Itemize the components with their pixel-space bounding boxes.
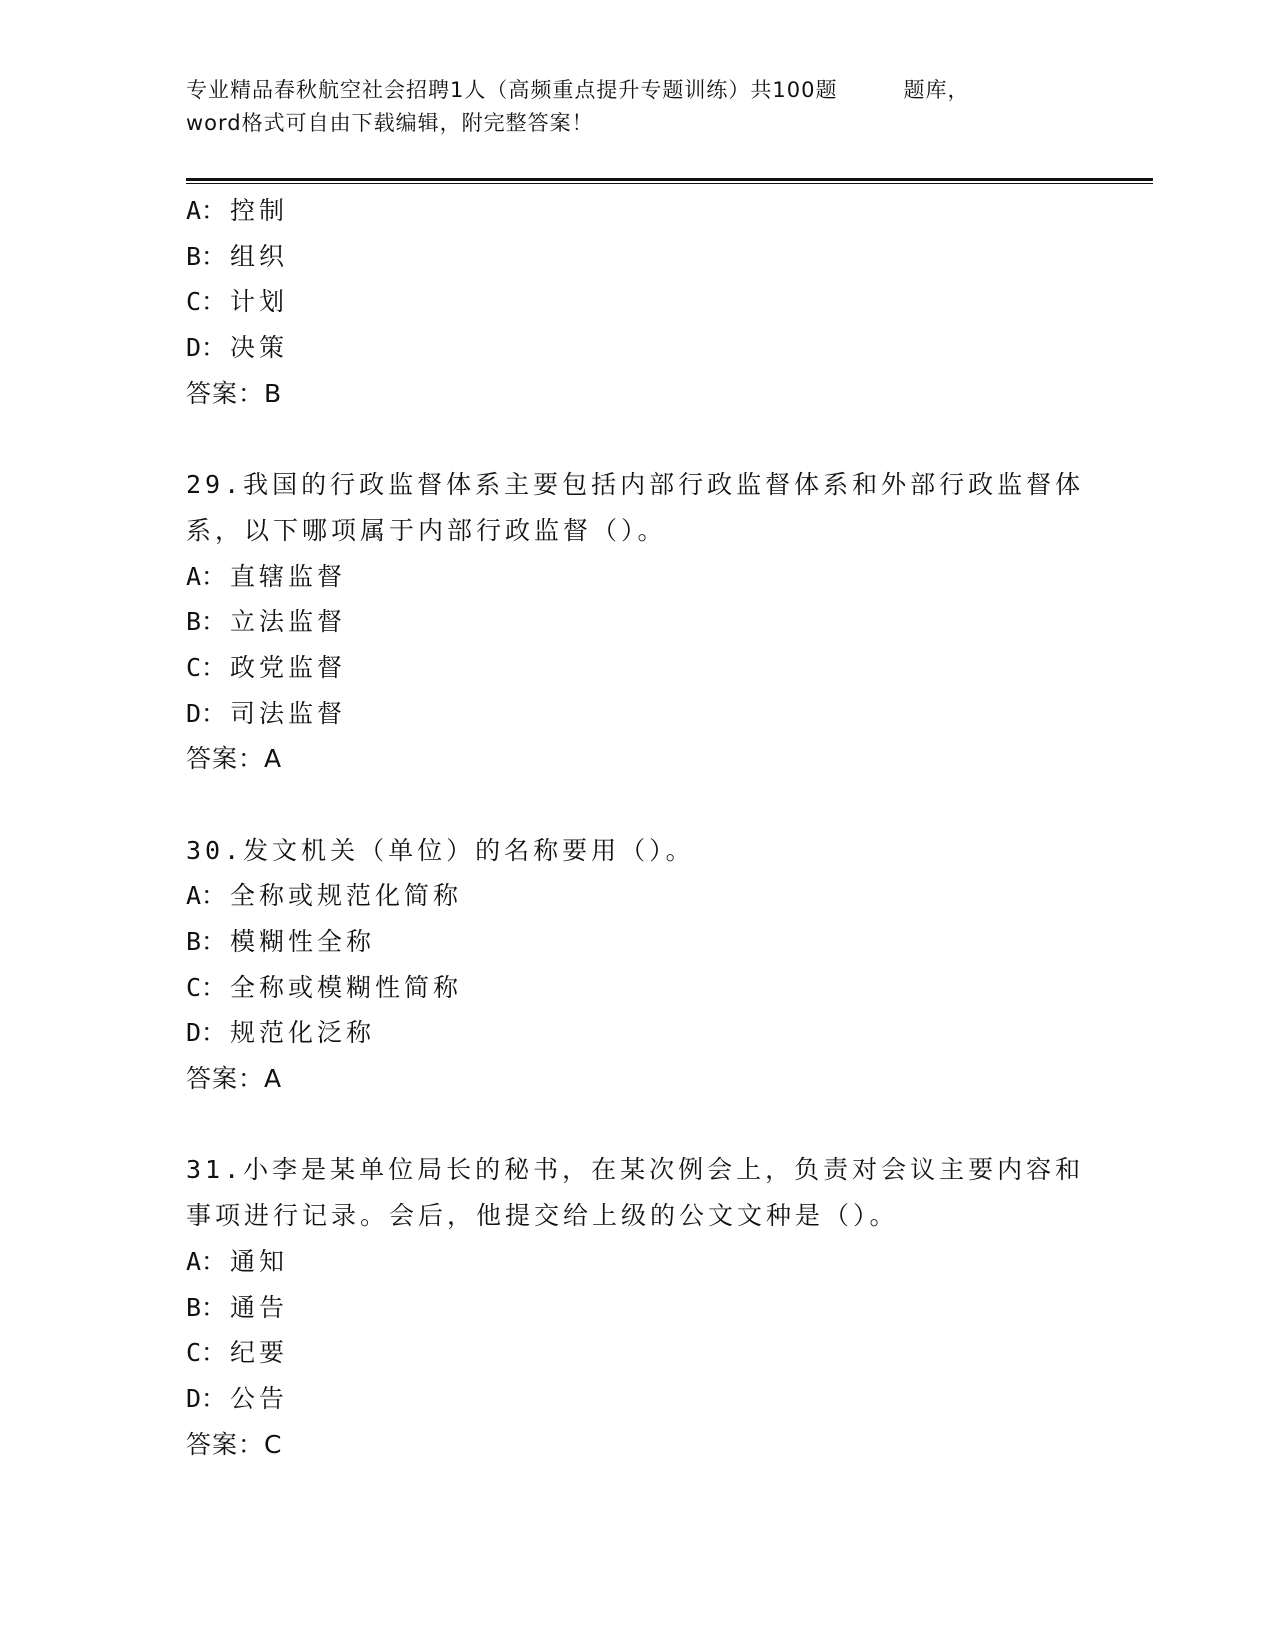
option-d: D： 决策: [186, 333, 289, 363]
option-b: B： 立法监督: [186, 607, 347, 637]
answer-value: A: [264, 744, 283, 774]
answer-value: C: [264, 1429, 283, 1459]
option-d: D： 规范化泛称: [186, 1018, 376, 1048]
question-28-continued: [186, 188, 1086, 416]
option-a: A： 通知: [186, 1246, 289, 1276]
option-a: A： 直辖监督: [186, 561, 347, 591]
question-text-line-1: 29.我国的行政监督体系主要包括内部行政监督体系和外部行政监督体: [186, 470, 1085, 500]
option-b: B： 组织: [186, 241, 289, 271]
question-29: [186, 462, 1086, 782]
answer-value: A: [264, 1064, 283, 1094]
option-c: C： 纪要: [186, 1338, 289, 1368]
option-d: D： 公告: [186, 1383, 289, 1413]
answer-value: B: [264, 378, 283, 408]
answer-line: [186, 371, 1086, 417]
header-title: 专业精品春秋航空社会招聘1人（高频重点提升专题训练）共100题: [186, 78, 838, 102]
question-list: [186, 188, 1086, 1467]
header-divider: [186, 178, 1153, 184]
answer-line: [186, 1056, 1086, 1102]
header-title-line: [186, 74, 1066, 107]
answer-line: [186, 736, 1086, 782]
answer-line: [186, 1422, 1086, 1468]
header-title-suffix: 题库，: [903, 78, 970, 102]
question-31: [186, 1147, 1086, 1467]
question-text-line-2: 事项进行记录。会后，他提交给上级的公文文种是（）。: [186, 1201, 899, 1231]
option-b: B： 通告: [186, 1292, 289, 1322]
question-text-line-1: 30.发文机关（单位）的名称要用（）。: [186, 835, 695, 865]
option-a: A： 全称或规范化简称: [186, 881, 463, 911]
option-d: D： 司法监督: [186, 698, 347, 728]
option-c: C： 政党监督: [186, 652, 347, 682]
question-30: [186, 828, 1086, 1102]
answer-label: 答案：: [186, 744, 265, 774]
header-subtitle: word格式可自由下载编辑，附完整答案！: [186, 111, 594, 135]
option-c: C： 计划: [186, 287, 289, 317]
question-text-line-2: 系，以下哪项属于内部行政监督（）。: [186, 515, 667, 545]
answer-label: 答案：: [186, 378, 265, 408]
option-c: C： 全称或模糊性简称: [186, 972, 463, 1002]
option-b: B： 模糊性全称: [186, 927, 376, 956]
answer-label: 答案：: [186, 1064, 265, 1094]
question-text-line-1: 31.小李是某单位局长的秘书，在某次例会上，负责对会议主要内容和: [186, 1155, 1085, 1185]
answer-label: 答案：: [186, 1429, 265, 1459]
page-header: [186, 74, 1066, 140]
option-a: A： 控制: [186, 196, 289, 225]
